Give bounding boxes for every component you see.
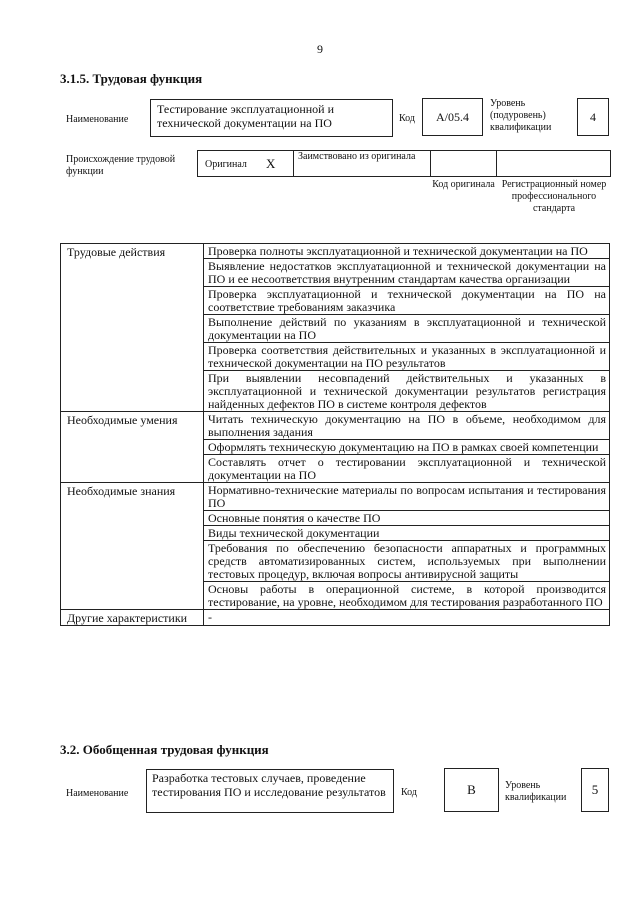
original-mark: Х: [266, 156, 276, 171]
origin-label: Происхождение трудовой функции: [66, 154, 176, 177]
row-item-text: Проверка полноты эксплуатационной и технической документации на ПО: [204, 244, 610, 259]
row-item-text: Виды технической документации: [204, 526, 610, 541]
borrowed-label: Заимствовано из оригинала: [298, 151, 416, 162]
row-item-text: Составлять отчет о тестировании эксплуатационной и технической документации на ПО: [204, 455, 610, 483]
level-box: [577, 98, 609, 136]
row-item-text: Основы работы в операционной системе, в которой производится тестирование, на уровне, необходимом для тестирования разработанного ПО: [204, 582, 610, 610]
row-item-text: Основные понятия о качестве ПО: [204, 511, 610, 526]
section2-name-box: [146, 769, 394, 813]
row-item-text: Проверка соответствия действительных и указанных в эксплуатационной и технической документации на ПО результатов: [204, 343, 610, 371]
section2-code-value: В: [467, 782, 476, 797]
function-name: Тестирование эксплуатационной и технической документации на ПО: [157, 102, 335, 130]
row-group-label: Необходимые умения: [61, 412, 204, 483]
row-item-text: При выявлении несовпадений действительных и указанных в эксплуатационной и технической документации результатов регистрация найденных дефектов ПО в системе контроля дефектов: [204, 371, 610, 412]
code-value: A/05.4: [436, 110, 469, 124]
section2-name: Разработка тестовых случаев, проведение тестирования ПО и исследование результатов: [152, 771, 386, 799]
section2-name-label: Наименование: [66, 788, 129, 799]
row-group-label: Трудовые действия: [61, 244, 204, 412]
function-details-table: [60, 243, 610, 626]
reg-number-caption: Регистрационный номер профессионального стандарта: [501, 179, 607, 214]
section2-code-label: Код: [401, 787, 417, 798]
row-item-text: Читать техническую документацию на ПО в объеме, необходимом для выполнения задания: [204, 412, 610, 440]
original-label: Оригинал: [205, 159, 247, 170]
section2-level-box: [581, 768, 609, 812]
table-row: [61, 244, 610, 259]
row-item-text: Проверка эксплуатационной и технической документации на ПО на соответствие требованиям заказчика: [204, 287, 610, 315]
row-group-label: Необходимые знания: [61, 483, 204, 610]
row-item-text: Выполнение действий по указаниям в эксплуатационной и технической документации на ПО: [204, 315, 610, 343]
function-name-box: [150, 99, 393, 137]
row-item-text: Выявление недостатков эксплуатационной и технической документации на ПО и ее несоответствия внутренним стандартам качества организации: [204, 259, 610, 287]
section2-code-box: [444, 768, 499, 812]
section-heading: 3.1.5. Трудовая функция: [60, 71, 203, 86]
origin-code-caption: Код оригинала: [432, 179, 495, 190]
level-value: 4: [590, 110, 596, 124]
name-label: Наименование: [66, 114, 129, 125]
row-item-text: -: [204, 610, 610, 626]
row-item-text: Оформлять техническую документацию на ПО в рамках своей компетенции: [204, 440, 610, 455]
code-box: [422, 98, 483, 136]
origin-code-cell: [430, 150, 497, 177]
row-item-text: Нормативно-технические материалы по вопросам испытания и тестирования ПО: [204, 483, 610, 511]
section2-level-value: 5: [591, 782, 599, 797]
code-label: Код: [399, 113, 415, 124]
table-row: [61, 610, 610, 626]
row-item-text: Требования по обеспечению безопасности аппаратных и программных средств автоматизированных систем, используемых при выполнении тестовых процедур, включая вопросы антивирусной защиты: [204, 541, 610, 582]
section2-level-label: Уровень квалификации: [505, 780, 567, 803]
level-label: Уровень (подуровень) квалификации: [490, 98, 552, 133]
table-row: [61, 483, 610, 511]
table-row: [61, 412, 610, 440]
page-number: 9: [317, 42, 323, 56]
row-group-label: Другие характеристики: [61, 610, 204, 626]
section2-heading: 3.2. Обобщенная трудовая функция: [60, 742, 269, 757]
